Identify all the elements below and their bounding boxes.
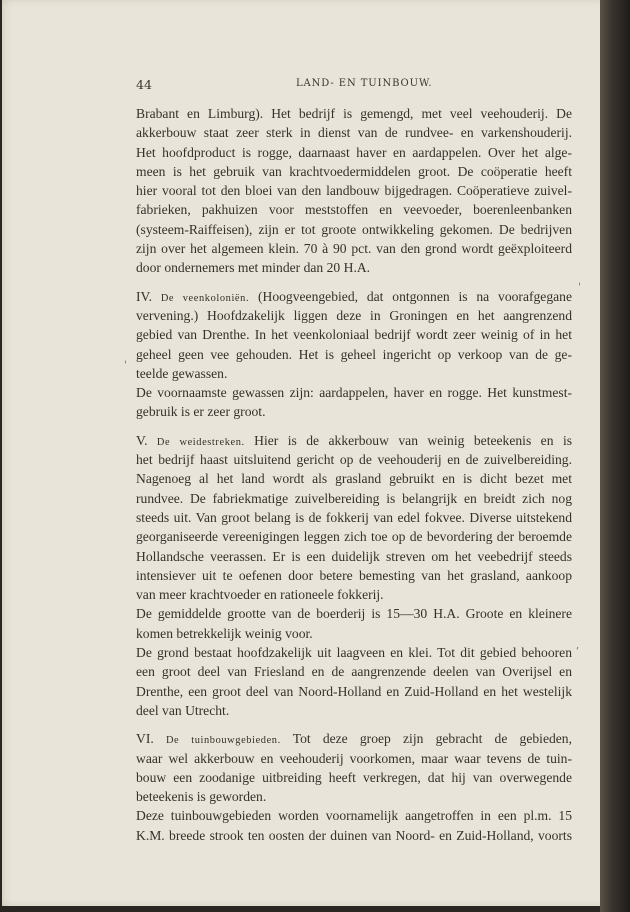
text-line: Nagenoeg al het land wordt als grasland gebruikt en is dicht bezet met [136,471,572,487]
text-line: komen betrekkelijk weinig voor. [136,625,313,641]
section-heading-line [136,431,572,450]
text-line: geheel geen vee gehouden. Het is geheel ingericht op verkoop van de ge- [136,346,572,362]
text-line: teelde gewassen. [136,365,228,381]
section-title: De weidestreken. [156,436,245,448]
book-page [2,0,616,906]
text-line: steeds uit. Van groot belang is de fokkerij van edel fokvee. Diverse uitstekend [136,509,572,525]
paragraph [136,104,572,278]
text-line: Deze tuinbouwgebieden worden voornamelijk aangetroffen in een pl.m. 15 [136,808,572,824]
text-line: rundvee. De fabriekmatige zuivelbereiding is belangrijk en breidt zich nog [136,490,572,506]
section-heading-line [136,287,572,306]
text-line: door ondernemers met minder dan 20 H.A. [136,260,371,276]
text-line: zijn over het algemeen klein. 70 à 90 pct. van den grond wordt geëxploiteerd [136,241,572,257]
section-number: V. [136,432,148,448]
text-line: K.M. breede strook ten oosten der duinen van Noord- en Zuid-Holland, voorts [136,827,572,843]
text-line: Drenthe, een groot deel van Noord-Holland en Zuid-Holland en het westelijk [136,683,572,699]
text-line: Hollandsche veerassen. Er is een duidelijk streven om het veebedrijf steeds [136,548,572,564]
text-line: Brabant en Limburg). Het bedrijf is gemengd, met veel veehouderij. De [136,106,572,121]
running-head: LAND- EN TUINBOUW. [296,78,433,89]
stray-mark: ' [124,360,127,371]
body-text [136,104,572,845]
section-number: VI. [136,731,154,747]
text-line: hier vooral tot den bloei van den landbouw bijgedragen. Coöperatieve zuivel- [136,183,572,199]
text-line: Het hoofdproduct is rogge, daarnaast haver en aardappelen. Over het alge- [136,144,572,160]
section-first-line: Tot deze groep zijn gebracht de gebieden, [292,731,573,747]
section-vi [136,729,572,806]
text-line: De voornaamste gewassen zijn: aardappelen, haver en rogge. Het kunstmest- [136,385,572,401]
section-first-line: Hier is de akkerbouw van weinig beteekenis en is [254,432,573,448]
text-line: De gemiddelde grootte van de boerderij is 15—30 H.A. Groote en kleinere [136,606,572,622]
section-iv [136,287,572,383]
text-line: fabrieken, pakhuizen voor meststoffen en veevoeder, boerenleenbanken [136,202,572,218]
text-line: akkerbouw staat zeer sterk in dienst van de rundvee- en varkenshouderij. [136,125,572,141]
section-heading-line [136,729,572,748]
page-header [136,77,572,95]
text-line: van meer krachtvoeder en rationeele fokkerij. [136,587,384,603]
text-line: meen is het gebruik van krachtvoedermiddelen groot. De coöperatie heeft [136,163,572,179]
paragraph [136,806,572,845]
text-line: bouw een zoodanige uitbreiding heeft verkregen, dat hij van overwegende [136,769,572,785]
section-title: De veenkoloniën. [160,292,250,304]
text-line: georganiseerde vereenigingen leggen zich toe op de bevordering der beroemde [136,529,572,545]
text-line: het bedrijf haast uitsluitend gericht op de veehouderij en de zuivelbereiding. [136,452,572,468]
page-number: 44 [136,77,152,92]
text-line: waar wel akkerbouw en veehouderij voorkomen, maar waar tevens de tuin- [136,750,572,766]
text-line: beteekenis is geworden. [136,789,267,805]
text-line: De grond bestaat hoofdzakelijk uit laagveen en klei. Tot dit gebied behooren [136,645,572,661]
section-title: De tuinbouwgebieden. [165,735,281,747]
stray-mark: , [576,640,580,651]
section-number: IV. [136,288,152,304]
paragraph [136,383,572,422]
text-line: intensiever uit te oefenen door betere bemesting van het grasland, aankoop [136,567,572,583]
text-line: (systeem-Raiffeisen), zijn er tot groote ontwikkeling gekomen. De bedrijven [136,221,572,237]
text-line: gebied van Drenthe. In het veenkoloniaal bedrijf wordt zeer weinig of in het [136,327,572,343]
section-first-line: (Hoogveengebied, dat ontgonnen is na voorafgegane [257,288,572,304]
text-line: een groot deel van Friesland en de aangrenzende deelen van Overijsel en [136,664,572,680]
book-spine-shadow [600,0,630,912]
section-v [136,431,572,605]
paragraph [136,643,572,720]
text-line: deel van Utrecht. [136,702,230,718]
text-line: vervening.) Hoofdzakelijk liggen deze in Groningen en het aangrenzend [136,307,572,323]
stray-mark: ' [578,282,581,293]
paragraph [136,604,572,643]
text-line: gebruik is er zeer groot. [136,404,266,420]
